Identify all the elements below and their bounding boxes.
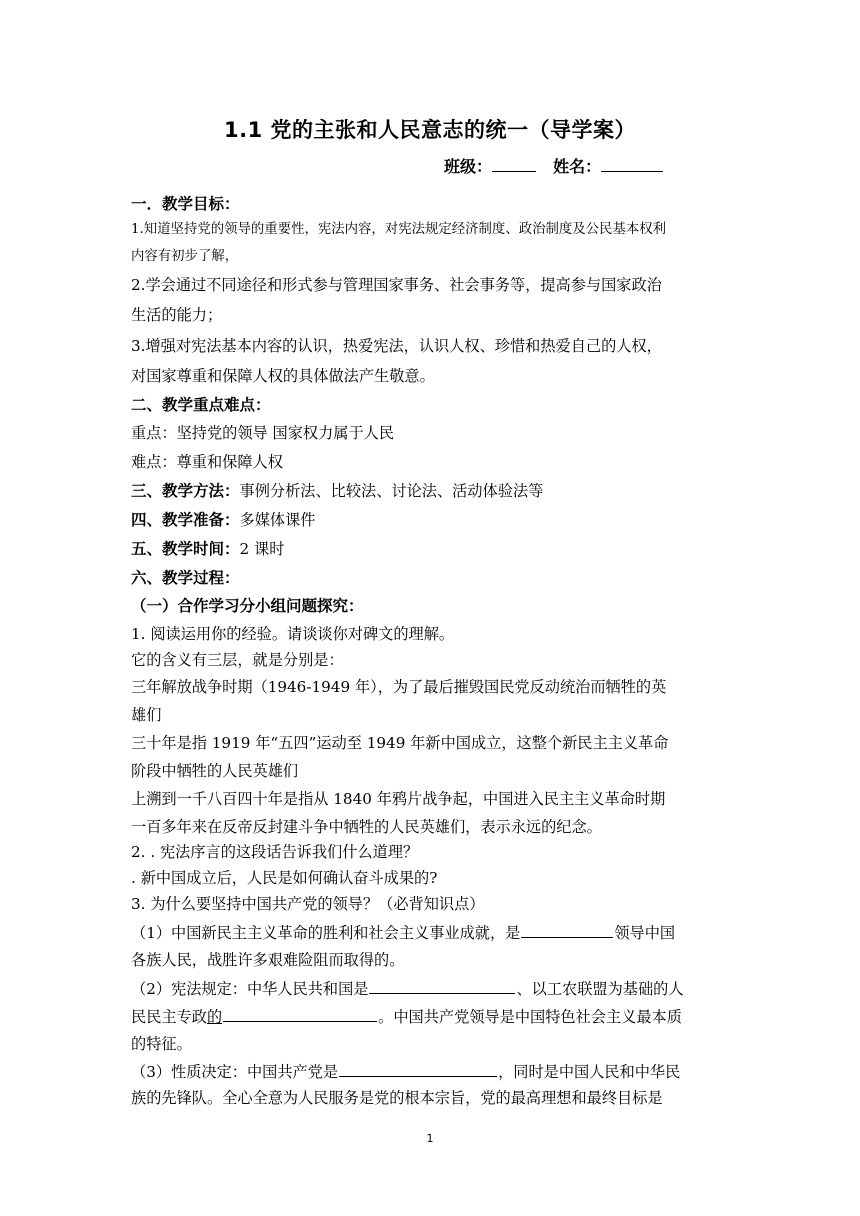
- section-heading-time: 五、教学时间：: [131, 540, 240, 558]
- answer-3-item-2-line-3: 的特征。: [131, 1035, 192, 1053]
- fill-blank-1[interactable]: [521, 922, 613, 938]
- answer-3-item-1-line-2: 各族人民，战胜许多艰难险阻而取得的。: [131, 951, 405, 969]
- section-time: [131, 539, 284, 559]
- answer-1-line-3: 雄们: [131, 706, 162, 724]
- section-heading-keypoints: 二、教学重点难点：: [131, 396, 271, 414]
- subsection-heading-cooperative: （一）合作学习分小组问题探究：: [131, 597, 364, 615]
- class-blank: [492, 157, 536, 172]
- question-3: 3. 为什么要坚持中国共产党的领导？（必背知识点）: [131, 895, 485, 913]
- goal-3-line-2: 对国家尊重和保障人权的具体做法产生敬意。: [131, 367, 435, 385]
- section-heading-methods: 三、教学方法：: [131, 482, 240, 500]
- difficult-point: 难点：尊重和保障人权: [131, 453, 283, 471]
- section-heading-preparation: 四、教学准备：: [131, 511, 240, 529]
- goal-1-line-1: 1.知道坚持党的领导的重要性，宪法内容，对宪法规定经济制度、政治制度及公民基本权利: [131, 222, 667, 237]
- question-2: 2. . 宪法序言的这段话告诉我们什么道理？: [131, 843, 419, 861]
- key-point: 重点：坚持党的领导 国家权力属于人民: [131, 424, 395, 442]
- goal-3-line-1: 3.增强对宪法基本内容的认识，热爱宪法，认识人权、珍惜和热爱自己的人权，: [131, 337, 662, 355]
- name-label: 姓名：: [553, 157, 602, 176]
- answer-3-item-2: （2）宪法规定：中华人民共和国是 、以工农联盟为基础的人: [131, 980, 684, 998]
- answer-1-line-7: 一百多年来在反帝反封建斗争中牺牲的人民英雄们，表示永远的纪念。: [131, 818, 602, 836]
- fill-blank-2[interactable]: [369, 978, 515, 994]
- class-name-line: [444, 154, 663, 177]
- name-blank: [601, 157, 663, 172]
- page-number: 1: [426, 1132, 434, 1145]
- answer-1-line-6: 上溯到一千八百四十年是指从 1840 年鸦片战争起，中国进入民主主义革命时期: [131, 790, 666, 808]
- section-preparation: [131, 510, 315, 530]
- answer-3-item-3: （3）性质决定：中国共产党是 ，同时是中国人民和中华民: [131, 1063, 681, 1081]
- class-label: 班级：: [444, 157, 493, 176]
- time-text: 2 课时: [239, 540, 285, 558]
- goal-1-line-2: 内容有初步了解，: [131, 249, 239, 264]
- question-1: 1. 阅读运用你的经验。请谈谈你对碑文的理解。: [131, 625, 455, 643]
- section-heading-process: 六、教学过程：: [131, 569, 240, 587]
- answer-3-item-1: （1）中国新民主主义革命的胜利和社会主义事业成就，是 领导中国: [131, 924, 676, 942]
- section-methods: [131, 481, 543, 501]
- preparation-text: 多媒体课件: [239, 511, 316, 529]
- section-heading-goals: 一．教学目标：: [131, 195, 240, 213]
- methods-text: 事例分析法、比较法、讨论法、活动体验法等: [239, 482, 544, 500]
- page-title: 1.1 党的主张和人民意志的统一（导学案）: [223, 118, 636, 142]
- goal-2-line-1: 2.学会通过不同途径和形式参与管理国家事务、社会事务等，提高参与国家政治: [131, 276, 662, 294]
- answer-1-line-1: 它的含义有三层，就是分别是：: [131, 651, 344, 669]
- goal-2-line-2: 生活的能力；: [131, 306, 223, 324]
- answer-3-item-2-line-2: 民民主专政的 。中国共产党领导是中国特色社会主义最本质: [131, 1008, 682, 1026]
- fill-blank-4[interactable]: [339, 1061, 497, 1077]
- answer-1-line-2: 三年解放战争时期（1946-1949 年），为了最后摧毁国民党反动统治而牺牲的英: [131, 678, 667, 696]
- fill-blank-3[interactable]: [223, 1006, 377, 1022]
- answer-1-line-4: 三十年是指 1919 年“五四”运动至 1949 年新中国成立，这整个新民主主义革命: [131, 734, 669, 752]
- question-2b: . 新中国成立后，人民是如何确认奋斗成果的?: [131, 869, 438, 887]
- answer-3-item-3-line-2: 族的先锋队。全心全意为人民服务是党的根本宗旨，党的最高理想和最终目标是: [131, 1089, 663, 1107]
- answer-1-line-5: 阶段中牺牲的人民英雄们: [131, 762, 299, 780]
